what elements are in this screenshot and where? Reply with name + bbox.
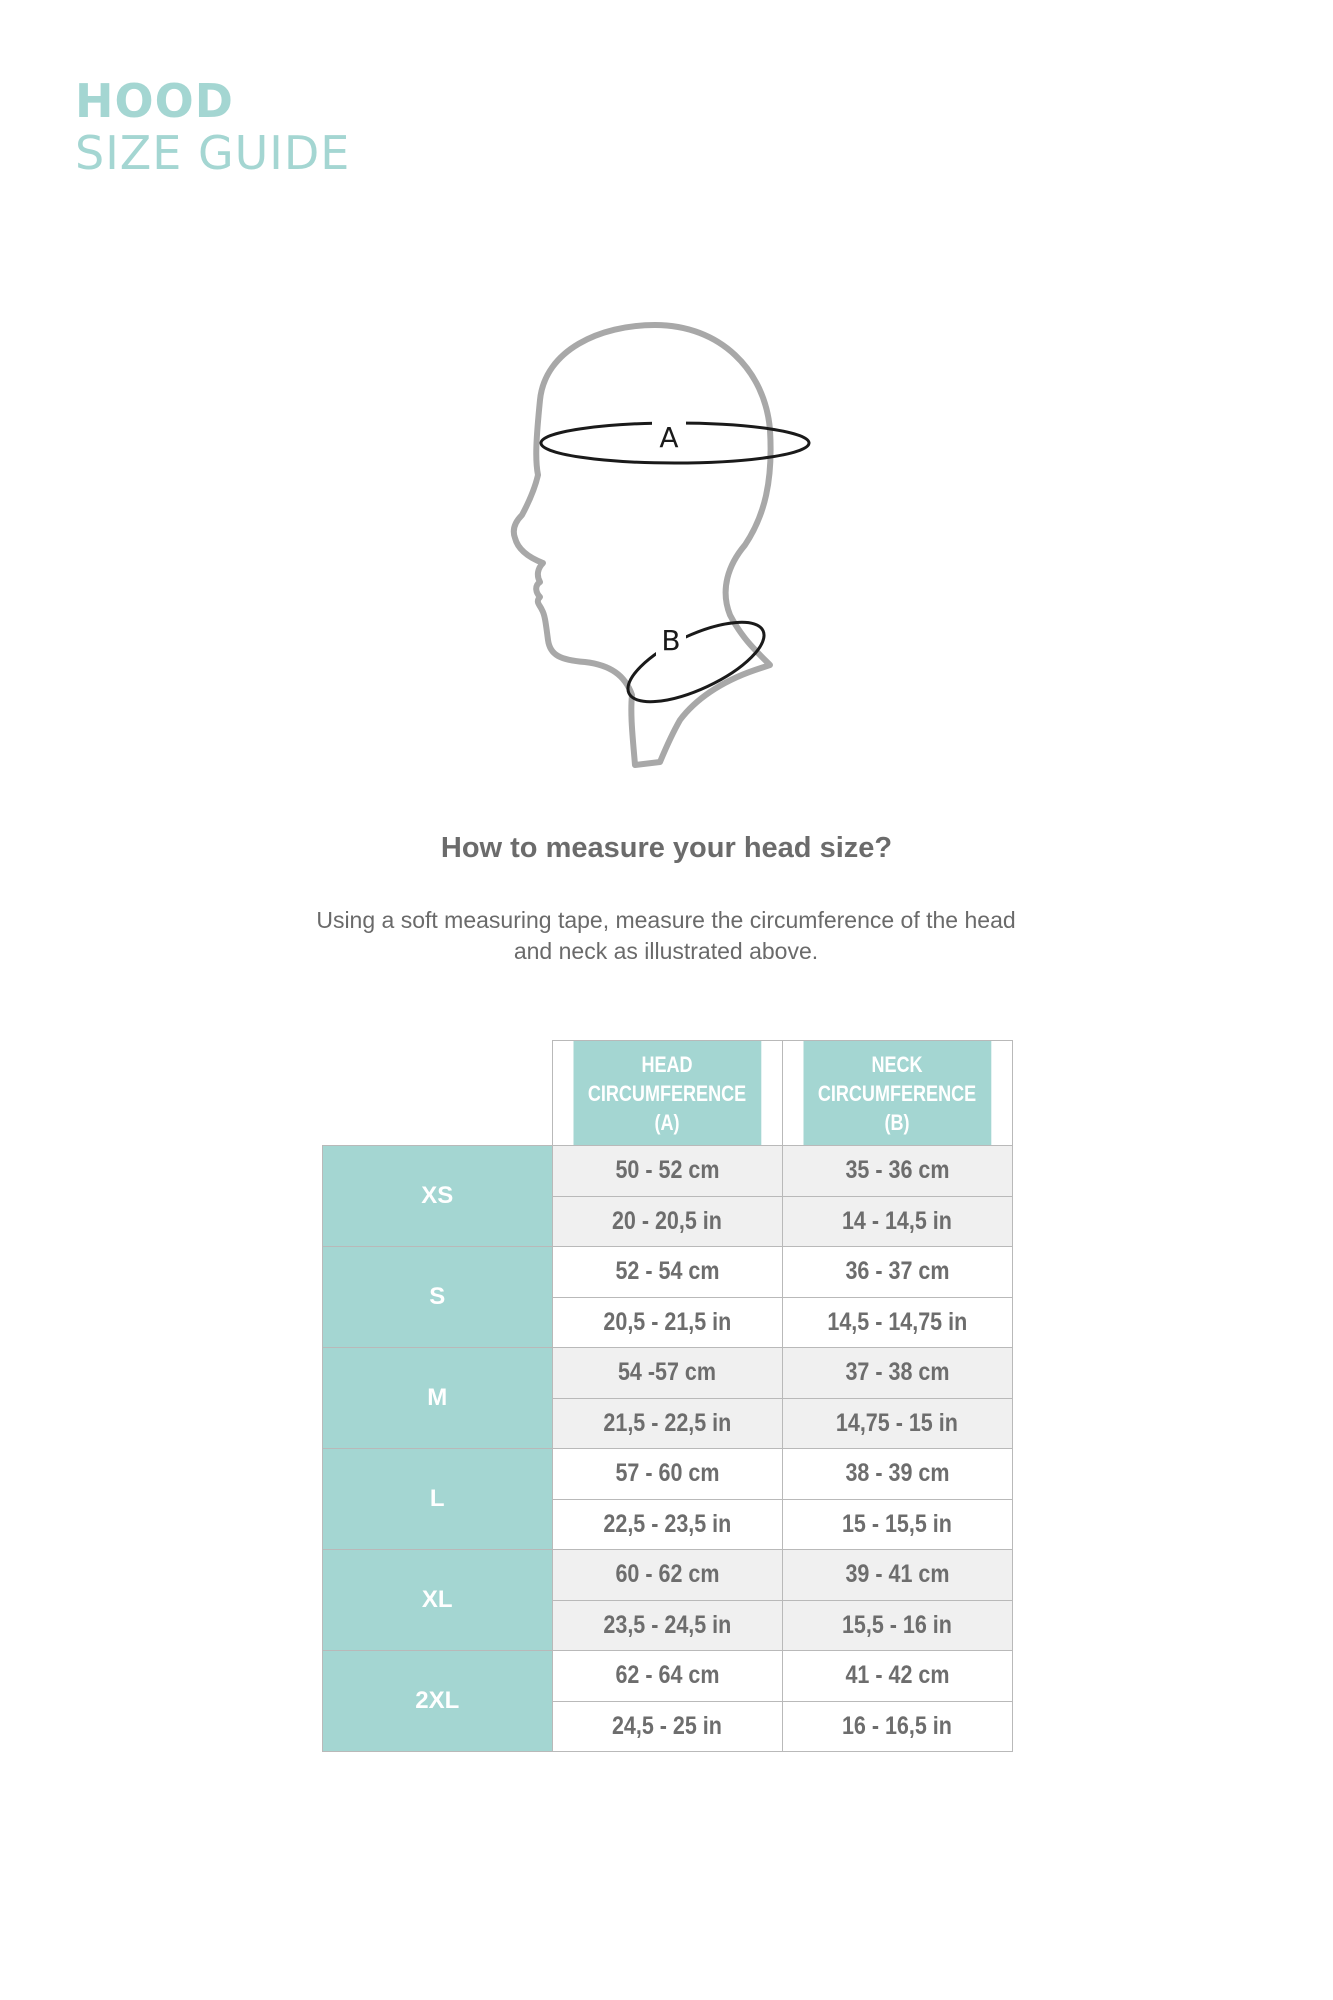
table-row: [323, 1146, 1013, 1197]
table-corner: [323, 1041, 553, 1146]
table-row: [323, 1348, 1013, 1399]
title-line-size-guide: SIZE GUIDE: [75, 126, 351, 180]
table-cell-head-in: 22,5 - 23,5 in: [552, 1499, 782, 1550]
table-cell-neck-cm: 39 - 41 cm: [782, 1550, 1012, 1601]
table-cell-neck-cm: 38 - 39 cm: [782, 1449, 1012, 1500]
table-cell-head-in: 24,5 - 25 in: [552, 1701, 782, 1752]
table-cell-head-in: 20,5 - 21,5 in: [552, 1297, 782, 1348]
table-cell-head-cm: 52 - 54 cm: [552, 1247, 782, 1298]
size-label-2xl: 2XL: [323, 1651, 553, 1752]
size-label-xl: XL: [323, 1550, 553, 1651]
table-header-row: [323, 1041, 1013, 1146]
header-neck-line2: CIRCUMFERENCE (B): [817, 1080, 977, 1135]
table-row: [323, 1550, 1013, 1601]
table-cell-head-in: 21,5 - 22,5 in: [552, 1398, 782, 1449]
table-cell-neck-cm: 37 - 38 cm: [782, 1348, 1012, 1399]
head-measurement-diagram: [480, 310, 840, 770]
table-cell-neck-cm: 35 - 36 cm: [782, 1146, 1012, 1197]
measure-instructions: [266, 905, 1066, 967]
header-head-circumference: [573, 1041, 762, 1146]
title-line-hood: HOOD: [75, 74, 234, 128]
table-cell-head-cm: 60 - 62 cm: [552, 1550, 782, 1601]
table-cell-neck-cm: 41 - 42 cm: [782, 1651, 1012, 1702]
header-head-line1: HEAD: [641, 1051, 693, 1077]
measure-heading: How to measure your head size?: [440, 832, 893, 864]
table-row: [323, 1247, 1013, 1298]
header-neck-circumference: [803, 1041, 992, 1146]
page-title: [75, 74, 351, 180]
header-neck-line1: NECK: [871, 1051, 923, 1077]
table-row: [323, 1449, 1013, 1500]
label-a: A: [659, 421, 679, 454]
table-cell-head-cm: 62 - 64 cm: [552, 1651, 782, 1702]
table-cell-head-in: 23,5 - 24,5 in: [552, 1600, 782, 1651]
label-b: B: [661, 624, 681, 657]
instructions-line-1: Using a soft measuring tape, measure the circumference of the head: [316, 907, 1016, 933]
size-label-xs: XS: [323, 1146, 553, 1247]
size-label-l: L: [323, 1449, 553, 1550]
size-chart-table: [322, 1040, 1013, 1752]
table-row: [323, 1651, 1013, 1702]
table-cell-neck-in: 15 - 15,5 in: [782, 1499, 1012, 1550]
instructions-line-2: and neck as illustrated above.: [513, 938, 819, 964]
table-cell-neck-cm: 36 - 37 cm: [782, 1247, 1012, 1298]
head-profile-outline: [514, 325, 771, 765]
table-cell-head-cm: 54 -57 cm: [552, 1348, 782, 1399]
table-cell-neck-in: 14 - 14,5 in: [782, 1196, 1012, 1247]
table-cell-head-cm: 57 - 60 cm: [552, 1449, 782, 1500]
table-cell-head-cm: 50 - 52 cm: [552, 1146, 782, 1197]
table-cell-neck-in: 15,5 - 16 in: [782, 1600, 1012, 1651]
table-cell-head-in: 20 - 20,5 in: [552, 1196, 782, 1247]
table-cell-neck-in: 14,5 - 14,75 in: [782, 1297, 1012, 1348]
header-head-line2: CIRCUMFERENCE (A): [587, 1080, 747, 1135]
size-label-s: S: [323, 1247, 553, 1348]
size-label-m: M: [323, 1348, 553, 1449]
table-cell-neck-in: 14,75 - 15 in: [782, 1398, 1012, 1449]
table-cell-neck-in: 16 - 16,5 in: [782, 1701, 1012, 1752]
